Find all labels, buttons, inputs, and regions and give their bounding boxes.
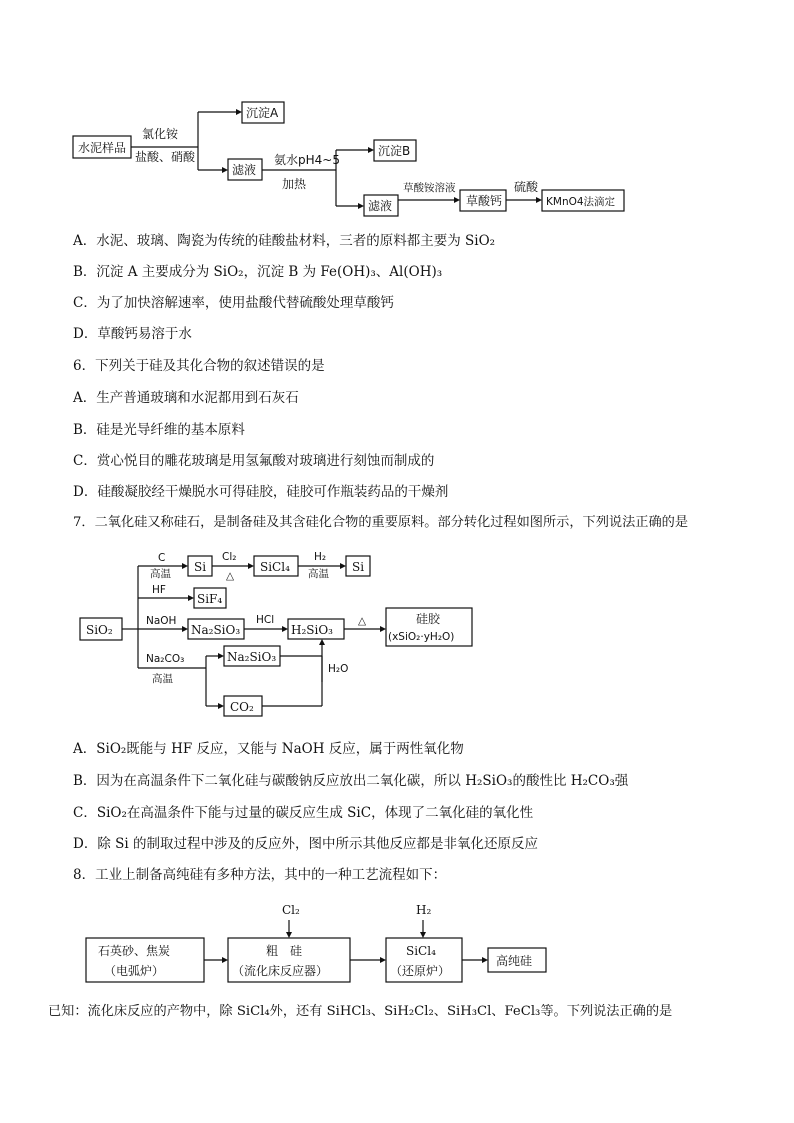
label-reduction-furnace: （还原炉） <box>390 964 451 978</box>
q6-option-c: C．赏心悦目的雕花玻璃是用氢氟酸对玻璃进行刻蚀而制成的 <box>73 453 435 469</box>
label-filtrate-2: 滤液 <box>368 199 393 213</box>
arrowhead <box>420 932 426 938</box>
label-hcl: HCl <box>256 614 275 626</box>
arrowhead <box>536 197 542 203</box>
arrowhead <box>368 147 374 153</box>
label-crude-silicon: 粗 硅 <box>266 944 303 958</box>
q7-option-b: B．因为在高温条件下二氧化硅与碳酸钠反应放出二氧化碳，所以 H₂SiO₃的酸性比 H₂CO₃强 <box>73 773 629 789</box>
arrowhead <box>340 563 346 569</box>
label-reagent-top: 氯化铵 <box>142 127 179 141</box>
label-step3: 草酸铵溶液 <box>403 182 456 194</box>
label-c: C <box>158 552 166 564</box>
label-high-purity-silicon: 高纯硅 <box>496 954 533 968</box>
label-gaowen-2: 高温 <box>308 568 329 580</box>
arrowhead <box>380 626 386 632</box>
label-arc-furnace: （电弧炉） <box>104 964 165 978</box>
q5-option-a: A．水泥、玻璃、陶瓷为传统的硅酸盐材料，三者的原料都主要为 SiO₂ <box>73 233 496 249</box>
arrowhead <box>182 563 188 569</box>
silica-conversion-diagram <box>76 546 476 718</box>
label-h2: H₂ <box>416 903 432 917</box>
label-precipitate-b: 沉淀B <box>378 144 411 158</box>
label-precipitate-a: 沉淀A <box>246 106 279 120</box>
label-calcium-oxalate: 草酸钙 <box>466 194 503 208</box>
q6-option-d: D．硅酸凝胶经干燥脱水可得硅胶，硅胶可作瓶装药品的干燥剂 <box>73 484 449 500</box>
label-delta-1: △ <box>226 570 235 582</box>
label-silica-gel: 硅胶 <box>416 612 441 626</box>
arrowhead <box>222 167 228 173</box>
label-quartz-coke: 石英砂、焦炭 <box>98 944 171 958</box>
label-step2-top: 氨水pH4~5 <box>274 153 340 167</box>
label-h2: H₂ <box>314 551 327 563</box>
label-step4: 硫酸 <box>514 180 539 194</box>
q6-stem: 6．下列关于硅及其化合物的叙述错误的是 <box>73 358 325 374</box>
label-silica-gel-formula: (xSiO₂·yH₂O) <box>388 631 455 643</box>
cement-analysis-flowchart <box>70 98 630 220</box>
label-h2o: H₂O <box>328 663 349 675</box>
label-na2sio3-a: Na₂SiO₃ <box>191 623 241 637</box>
label-delta-2: △ <box>358 615 367 627</box>
q5-option-d: D．草酸钙易溶于水 <box>73 326 192 342</box>
arrowhead <box>358 203 364 209</box>
arrowhead <box>286 932 292 938</box>
q5-option-b: B．沉淀 A 主要成分为 SiO₂，沉淀 B 为 Fe(OH)₃、Al(OH)₃ <box>73 264 443 280</box>
arrowhead <box>319 639 325 645</box>
label-naoh: NaOH <box>146 615 177 627</box>
label-na2co3: Na₂CO₃ <box>146 653 185 665</box>
q7-option-c: C．SiO₂在高温条件下能与过量的碳反应生成 SiC，体现了二氧化硅的氧化性 <box>73 805 534 821</box>
q6-option-a: A．生产普通玻璃和水泥都用到石灰石 <box>73 390 299 406</box>
arrowhead <box>218 653 224 659</box>
q6-option-b: B．硅是光导纤维的基本原料 <box>73 422 245 438</box>
label-step2-bottom: 加热 <box>282 177 307 191</box>
label-gaowen-3: 高温 <box>152 673 173 685</box>
label-si-2: Si <box>352 560 365 574</box>
label-cl2: Cl₂ <box>282 903 300 917</box>
label-filtrate-1: 滤液 <box>232 163 257 177</box>
arrowhead <box>482 957 488 963</box>
q8-known-info: 已知：流化床反应的产物中，除 SiCl₄外，还有 SiHCl₃、SiH₂Cl₂、SiH₃Cl、FeCl₃等。下列说法正确的是 <box>48 1004 673 1019</box>
q5-option-c: C．为了加快溶解速率，使用盐酸代替硫酸处理草酸钙 <box>73 295 394 311</box>
arrowhead <box>454 197 460 203</box>
label-h2sio3: H₂SiO₃ <box>291 623 333 637</box>
q7-option-d: D．除 Si 的制取过程中涉及的反应外，图中所示其他反应都是非氧化还原反应 <box>73 836 538 852</box>
label-gaowen-1: 高温 <box>150 568 171 580</box>
arrowhead <box>222 957 228 963</box>
label-sicl4: SiCl₄ <box>406 944 436 958</box>
arrowhead <box>380 957 386 963</box>
arrowhead <box>218 703 224 709</box>
label-cement-sample: 水泥样品 <box>78 141 127 155</box>
label-hf: HF <box>152 584 166 596</box>
label-reagent-bottom: 盐酸、硝酸 <box>135 150 196 164</box>
arrowhead <box>182 626 188 632</box>
q8-stem: 8．工业上制备高纯硅有多种方法，其中的一种工艺流程如下： <box>73 867 447 883</box>
label-cl2: Cl₂ <box>222 551 237 563</box>
q7-option-a: A．SiO₂既能与 HF 反应，又能与 NaOH 反应，属于两性氧化物 <box>73 741 464 757</box>
q7-stem: 7．二氧化硅又称硅石，是制备硅及其含硅化合物的重要原料。部分转化过程如图所示，下列说法正确的是 <box>73 515 689 530</box>
label-si-1: Si <box>194 560 207 574</box>
label-sio2: SiO₂ <box>86 623 113 637</box>
label-na2sio3-b: Na₂SiO₃ <box>227 650 277 664</box>
arrowhead <box>248 563 254 569</box>
label-co2: CO₂ <box>230 700 254 714</box>
high-purity-silicon-flowchart <box>84 898 564 990</box>
arrowhead <box>188 595 194 601</box>
arrowhead <box>236 109 242 115</box>
label-fluidized-bed: （流化床反应器） <box>232 964 329 978</box>
label-titration: KMnO4法滴定 <box>546 196 616 208</box>
label-sicl4: SiCl₄ <box>260 560 290 574</box>
arrowhead <box>282 626 288 632</box>
label-sif4: SiF₄ <box>197 592 223 606</box>
